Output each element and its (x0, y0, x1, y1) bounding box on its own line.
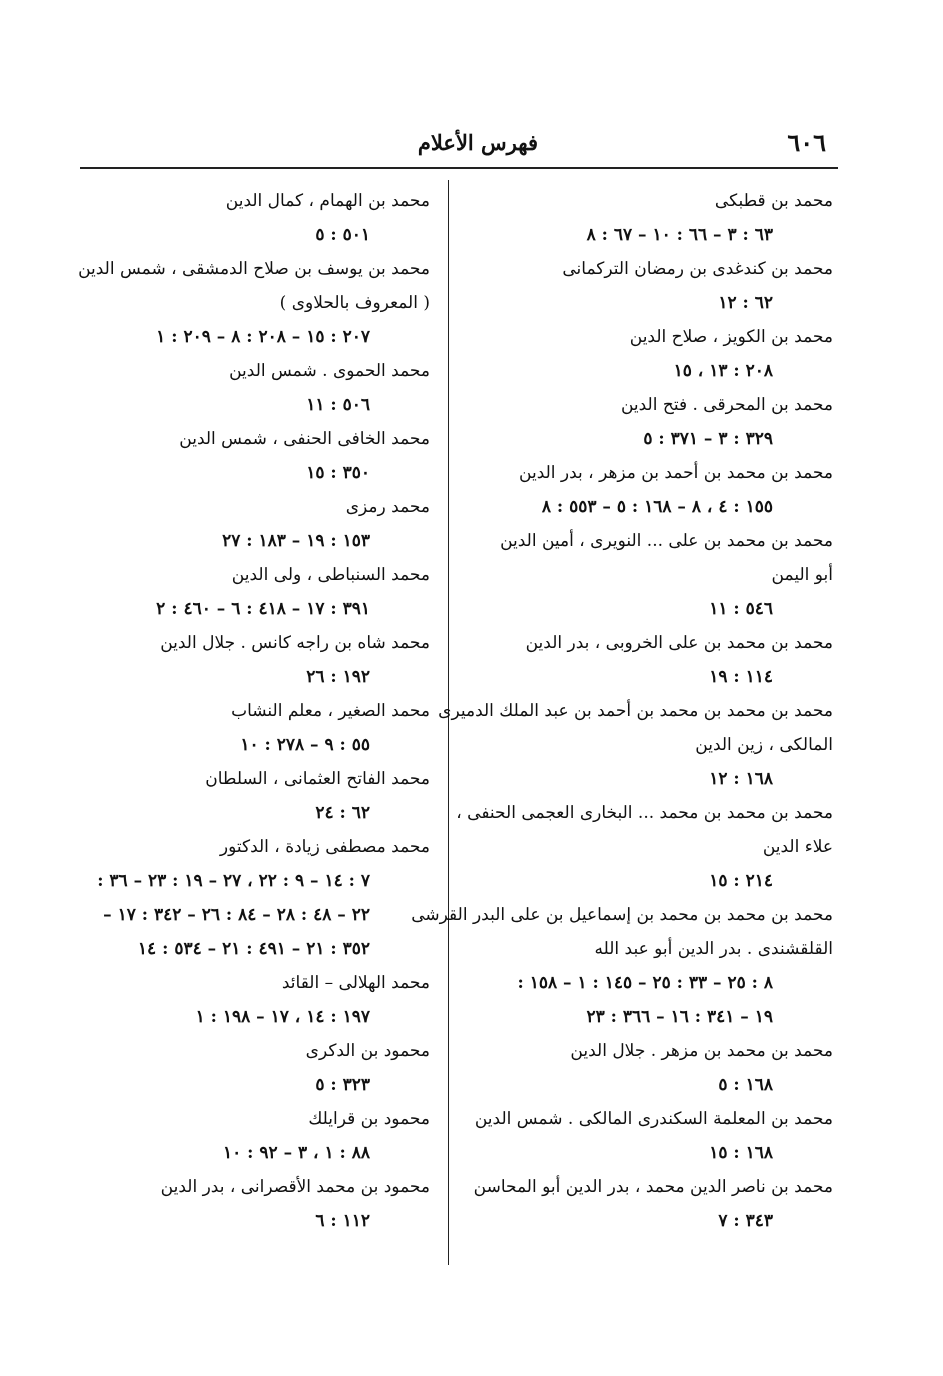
entry-page-refs: ٥٥ : ٩ – ٢٧٨ : ١٠ (240, 735, 370, 755)
index-entry (70, 762, 430, 830)
entry-name: محمد الخافى الحنفى ، شمس الدين (179, 429, 430, 449)
entry-name: محمود بن قرايلك (308, 1109, 430, 1129)
index-entry (473, 1170, 833, 1238)
index-entry (70, 626, 430, 694)
entry-page-refs: ٣٥٢ : ٢١ – ٤٩١ : ٢١ – ٥٣٤ : ١٤ (137, 939, 370, 959)
entry-page-refs: ٥٤٦ : ١١ (709, 599, 773, 619)
entry-page-refs: ٣٤٣ : ٧ (718, 1211, 773, 1231)
entry-name: محمد بن محمد بن محمد بن إسماعيل بن على البدر القرشى (411, 905, 833, 925)
entry-page-refs: ١٩٧ : ١٤ ، ١٧ – ١٩٨ : ١ (195, 1007, 370, 1027)
index-entry (488, 524, 833, 626)
index-entry (70, 354, 430, 422)
entry-page-refs: ١٩٢ : ٢٦ (306, 667, 370, 687)
entry-name: محمود بن الدكرى (305, 1041, 430, 1061)
entry-name: محمد بن كندغدى بن رمضان التركمانى (562, 259, 833, 279)
index-entry (70, 830, 430, 966)
entry-page-refs: ٣٩١ : ١٧ – ٤١٨ : ٦ – ٤٦٠ : ٢ (156, 599, 370, 619)
entry-page-refs: ١٥٣ : ١٩ – ١٨٣ : ٢٧ (222, 531, 370, 551)
entry-name: محمد بن محمد بن أحمد بن مزهر ، بدر الدين (519, 463, 833, 483)
entry-name: محمد بن المحرقى . فتح الدين (620, 395, 833, 415)
entry-name: علاء الدين (762, 837, 833, 857)
index-entry (488, 320, 833, 388)
entry-page-refs: ١١٢ : ٦ (315, 1211, 370, 1231)
index-column-right (411, 184, 833, 1238)
entry-name: محمد بن المعلمة السكندرى المالكى . شمس الدين (474, 1109, 833, 1129)
entry-name: محمد الفاتح العثمانى ، السلطان (205, 769, 430, 789)
entry-page-refs: ٣٥٠ : ١٥ (306, 463, 370, 483)
page-title: فهرس الأعلام (417, 130, 538, 155)
entry-page-refs: ٦٢ : ٢٤ (315, 803, 370, 823)
entry-name: محمد بن الكويز ، صلاح الدين (629, 327, 833, 347)
entry-name: محمد بن محمد بن مزهر . جلال الدين (570, 1041, 833, 1061)
index-entry (70, 558, 430, 626)
entry-page-refs: ٦٣ : ٣ – ٦٦ : ١٠ – ٦٧ : ٨ (586, 225, 773, 245)
entry-page-refs: ٨ : ٢٥ – ٣٣ : ٢٥ – ١٤٥ : ١ – ١٥٨ : (517, 973, 773, 993)
entry-page-refs: ٨٨ : ١ ، ٣ – ٩٢ : ١٠ (223, 1143, 370, 1163)
index-entry (488, 456, 833, 524)
index-column-left (70, 184, 430, 1238)
entry-name: محمد بن محمد بن محمد بن أحمد بن عبد الملك الدميرى (438, 701, 833, 721)
index-entry (70, 694, 430, 762)
entry-page-refs: ٣٢٩ : ٣ – ٣٧١ : ٥ (643, 429, 773, 449)
entry-page-refs: ٦٢ : ١٢ (718, 293, 773, 313)
page-number: ٦٠٦ (787, 128, 826, 157)
entry-name: محمد بن ناصر الدين محمد ، بدر الدين أبو المحاسن (473, 1177, 833, 1197)
index-entry (411, 898, 833, 1034)
index-entry (70, 184, 430, 252)
index-entry (70, 422, 430, 490)
index-entry (488, 184, 833, 252)
entry-name: محمد السنباطى ، ولى الدين (231, 565, 430, 585)
entry-name: المالكى ، زين الدين (695, 735, 833, 755)
entry-name: محمد بن محمد بن محمد ... البخارى العجمى الحنفى ، (456, 803, 833, 823)
index-entry (488, 626, 833, 694)
entry-page-refs: ١٥٥ : ٤ ، ٨ – ١٦٨ : ٥ – ٥٥٣ : ٨ (541, 497, 773, 517)
entry-page-refs: ٥٠٦ : ١١ (306, 395, 370, 415)
entry-name: محمد الصغير ، معلم النشاب (231, 701, 430, 721)
entry-page-refs: ١٦٨ : ٥ (718, 1075, 773, 1095)
entry-name: محمد بن يوسف بن صلاح الدمشقى ، شمس الدين (78, 259, 430, 279)
entry-name: محمد بن قطبكى (714, 191, 833, 211)
index-entry (488, 252, 833, 320)
entry-page-refs: ١٩ – ٣٤١ : ١٦ – ٣٦٦ : ٢٣ (586, 1007, 773, 1027)
index-entry (70, 1102, 430, 1170)
index-entry (474, 1102, 833, 1170)
page-header (80, 128, 838, 164)
entry-name: محمد مصطفى زيادة ، الدكتور (219, 837, 430, 857)
index-entry (488, 388, 833, 456)
index-entry (488, 1034, 833, 1102)
entry-page-refs: ١١٤ : ١٩ (709, 667, 773, 687)
entry-page-refs: ١٦٨ : ١٢ (709, 769, 773, 789)
entry-page-refs: ١٦٨ : ١٥ (709, 1143, 773, 1163)
entry-page-refs: ٥٠١ : ٥ (315, 225, 370, 245)
entry-page-refs: ٢٠٨ : ١٣ ، ١٥ (673, 361, 773, 381)
entry-name: محمد بن محمد بن على الخروبى ، بدر الدين (525, 633, 833, 653)
entry-page-refs: ٢٠٧ : ١٥ – ٢٠٨ : ٨ – ٢٠٩ : ١ (156, 327, 370, 347)
entry-name: محمد رمزى (345, 497, 430, 517)
entry-name: ( المعروف بالحلاوى ) (279, 293, 430, 313)
entry-page-refs: ٢١٤ : ١٥ (709, 871, 773, 891)
index-entry (456, 796, 833, 898)
entry-name: أبو اليمن (771, 565, 833, 585)
header-rule (80, 167, 838, 169)
entry-name: محمد شاه بن راجه كانس . جلال الدين (160, 633, 430, 653)
entry-page-refs: ٧ : ١٤ – ٩ : ٢٢ ، ٢٧ – ١٩ : ٢٣ – ٣٦ : (97, 871, 370, 891)
entry-page-refs: ٣٢٣ : ٥ (315, 1075, 370, 1095)
entry-name: محمد الحموى . شمس الدين (229, 361, 430, 381)
index-entry (70, 252, 430, 354)
entry-name: محمد بن الهمام ، كمال الدين (225, 191, 430, 211)
index-entry (70, 490, 430, 558)
entry-name: محمد بن محمد بن على ... النويرى ، أمين الدين (500, 531, 833, 551)
entry-page-refs: ٢٢ – ٤٨ : ٢٨ – ٨٤ : ٢٦ – ٣٤٢ : ١٧ – (103, 905, 370, 925)
index-entry (438, 694, 833, 796)
entry-name: محمد الهلالى – القائد (281, 973, 430, 993)
index-entry (70, 1034, 430, 1102)
index-entry (70, 1170, 430, 1238)
index-entry (70, 966, 430, 1034)
entry-name: القلقشندى . بدر الدين أبو عبد الله (594, 939, 833, 959)
entry-name: محمود بن محمد الأقصرانى ، بدر الدين (160, 1177, 430, 1197)
